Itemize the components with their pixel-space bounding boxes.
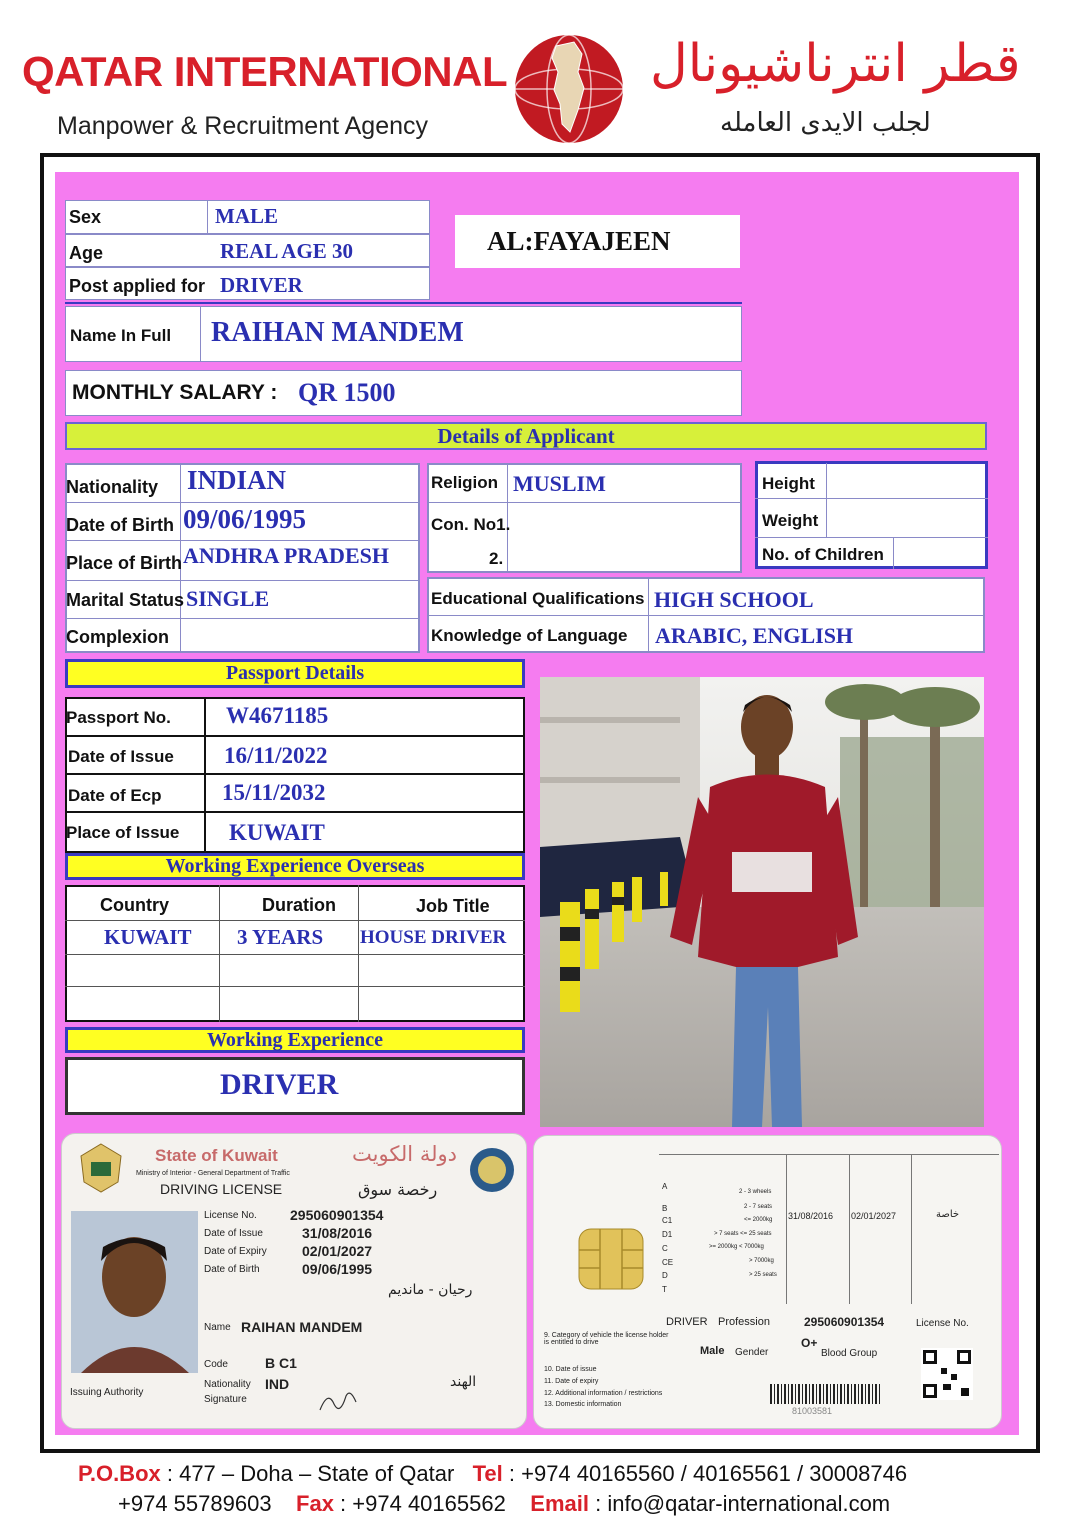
pob-value: ANDHRA PRADESH xyxy=(183,543,389,568)
footer-pobox-value: : 477 – Doha – State of Qatar xyxy=(160,1461,455,1486)
license-signature-icon xyxy=(318,1386,358,1414)
sex-label: Sex xyxy=(69,207,102,227)
back-license-label: License No. xyxy=(916,1318,969,1329)
gender-label: Gender xyxy=(735,1347,769,1358)
language-value: ARABIC, ENGLISH xyxy=(655,623,854,648)
footer-line-2 xyxy=(118,1491,890,1517)
cat-c: C xyxy=(662,1244,668,1253)
marital-label: Marital Status xyxy=(66,590,185,610)
passport-no-label: Passport No. xyxy=(66,708,171,727)
profession-value: DRIVER xyxy=(666,1316,708,1328)
cat-note-c: >= 2000kg < 7000kg xyxy=(709,1244,764,1250)
religion-value: MUSLIM xyxy=(513,471,606,496)
license-name-ar: رحيان - ماندیم xyxy=(388,1282,473,1298)
license-issue-value: 31/08/2016 xyxy=(302,1225,373,1241)
note-9: 9. Category of vehicle the license holder is entitled to drive xyxy=(544,1332,669,1346)
footer-email-value[interactable]: : info@qatar-international.com xyxy=(588,1491,891,1516)
contact-2-label: 2. xyxy=(489,549,504,568)
footer-tel-key: Tel xyxy=(472,1461,503,1486)
license-nat-label: Nationality xyxy=(204,1379,251,1390)
age-value: REAL AGE 30 xyxy=(220,239,354,263)
b-expiry-date: 02/01/2027 xyxy=(851,1211,897,1221)
cat-note-d1: > 7 seats <= 25 seats xyxy=(714,1231,772,1237)
footer-mobile: +974 55789603 xyxy=(118,1491,272,1516)
passport-place-label: Place of Issue xyxy=(66,823,180,842)
footer-line-1 xyxy=(78,1461,907,1487)
license-state-en: State of Kuwait xyxy=(155,1146,278,1165)
cat-t: T xyxy=(662,1285,667,1294)
license-nat-ar: الهند xyxy=(450,1374,477,1390)
footer-fax-value: : +974 40165562 xyxy=(333,1491,506,1516)
note-11: 11. Date of expiry xyxy=(544,1378,599,1385)
experience-value: DRIVER xyxy=(220,1068,339,1101)
passport-issue-value: 16/11/2022 xyxy=(224,743,328,768)
height-label: Height xyxy=(762,474,815,493)
license-authority-label: Issuing Authority xyxy=(70,1387,144,1398)
license-code-label: Code xyxy=(204,1359,228,1370)
age-label: Age xyxy=(69,243,104,263)
company-subtitle-arabic: لجلب الايدى العامله xyxy=(720,108,931,138)
applicant-name: RAIHAN MANDEM xyxy=(211,317,464,348)
education-value: HIGH SCHOOL xyxy=(654,587,814,612)
passport-issue-label: Date of Issue xyxy=(68,747,174,766)
back-license-no: 295060901354 xyxy=(804,1315,885,1329)
name-label: Name In Full xyxy=(70,326,172,345)
cat-d: D xyxy=(662,1271,668,1280)
blood-value: O+ xyxy=(801,1336,818,1350)
nationality-value: INDIAN xyxy=(187,465,287,495)
complexion-label: Complexion xyxy=(66,627,170,647)
cat-ce: CE xyxy=(662,1258,674,1267)
post-value: DRIVER xyxy=(220,273,303,297)
dob-label: Date of Birth xyxy=(66,515,174,535)
passport-expiry-value: 15/11/2032 xyxy=(222,780,326,805)
cat-note-ce: > 7000kg xyxy=(749,1258,774,1264)
footer-email-key: Email xyxy=(530,1491,589,1516)
overseas-title-bar: Working Experience Overseas xyxy=(65,853,525,880)
company-name: QATAR INTERNATIONAL xyxy=(22,48,508,95)
b-type-ar: خاصة xyxy=(936,1209,960,1220)
passport-title-bar: Passport Details xyxy=(65,659,525,688)
overseas-row-country: KUWAIT xyxy=(104,925,192,949)
applicant-photo xyxy=(540,677,984,1127)
company-logo-globe xyxy=(508,32,630,147)
sex-value: MALE xyxy=(215,204,278,228)
blood-label: Blood Group xyxy=(821,1348,878,1359)
cat-b: B xyxy=(662,1204,668,1213)
license-birth-value: 09/06/1995 xyxy=(302,1261,373,1277)
overseas-row-job: HOUSE DRIVER xyxy=(360,927,507,948)
company-subtitle: Manpower & Recruitment Agency xyxy=(57,112,429,140)
cat-d1: D1 xyxy=(662,1230,673,1239)
cat-c1: C1 xyxy=(662,1216,673,1225)
license-birth-label: Date of Birth xyxy=(204,1264,260,1275)
overseas-header-country: Country xyxy=(100,895,169,915)
license-title-ar: رخصة سوق xyxy=(358,1180,438,1199)
cat-note-a: 2 - 3 wheels xyxy=(739,1189,772,1195)
nationality-label: Nationality xyxy=(66,477,159,497)
license-expiry-label: Date of Expiry xyxy=(204,1246,267,1257)
footer-tel-value: : +974 40165560 / 40165561 / 30008746 xyxy=(502,1461,908,1486)
note-10: 10. Date of issue xyxy=(544,1366,597,1373)
license-issue-label: Date of Issue xyxy=(204,1228,263,1239)
contact-label: Con. No1. xyxy=(431,515,511,534)
license-ministry: Ministry of Interior - General Department of Traffic xyxy=(136,1170,290,1177)
footer-fax-key: Fax xyxy=(296,1491,334,1516)
license-code-value: B C1 xyxy=(265,1355,297,1371)
cat-note-b: 2 - 7 seats xyxy=(744,1204,773,1210)
license-signature-label: Signature xyxy=(204,1394,247,1405)
salary-value: QR 1500 xyxy=(298,378,396,407)
barcode-icon xyxy=(770,1384,880,1404)
passport-expiry-label: Date of Ecp xyxy=(68,786,162,805)
license-back-card xyxy=(533,1135,1002,1429)
license-no-value: 295060901354 xyxy=(290,1207,384,1223)
note-12: 12. Additional information / restrictions xyxy=(544,1390,663,1397)
chip-icon xyxy=(578,1228,644,1290)
language-label: Knowledge of Language xyxy=(431,626,628,645)
license-nat-value: IND xyxy=(265,1376,290,1392)
passport-place-value: KUWAIT xyxy=(229,820,325,845)
weight-label: Weight xyxy=(762,511,819,530)
details-title-bar: Details of Applicant xyxy=(65,422,987,450)
religion-label: Religion xyxy=(431,473,499,492)
gcc-emblem-icon xyxy=(468,1146,516,1194)
barcode-number: 81003581 xyxy=(792,1406,833,1416)
cat-note-d: > 25 seats xyxy=(749,1272,777,1278)
passport-no-value: W4671185 xyxy=(226,703,329,728)
license-name-value: RAIHAN MANDEM xyxy=(241,1319,363,1335)
license-state-ar: دولة الكويت xyxy=(352,1142,457,1166)
experience-title-bar: Working Experience xyxy=(65,1027,525,1053)
overseas-header-job: Job Title xyxy=(416,896,490,916)
profession-label: Profession xyxy=(718,1316,770,1328)
license-holder-photo xyxy=(71,1211,198,1373)
license-no-label: License No. xyxy=(204,1210,257,1221)
kuwait-emblem-icon xyxy=(76,1142,126,1194)
dob-value: 09/06/1995 xyxy=(183,504,307,534)
cat-note-c1: <= 2000kg xyxy=(744,1217,773,1223)
category-grid xyxy=(659,1154,999,1304)
license-name-label: Name xyxy=(204,1322,231,1333)
post-label: Post applied for xyxy=(69,276,206,296)
company-name-arabic: قطر انترناشيونال xyxy=(650,34,1021,94)
salary-label: MONTHLY SALARY : xyxy=(72,381,278,404)
gender-value: Male xyxy=(700,1345,725,1357)
license-front-card xyxy=(61,1133,527,1429)
overseas-header-duration: Duration xyxy=(262,895,336,915)
children-label: No. of Children xyxy=(762,545,884,564)
marital-value: SINGLE xyxy=(186,586,270,611)
note-13: 13. Domestic information xyxy=(544,1401,622,1408)
license-expiry-value: 02/01/2027 xyxy=(302,1243,373,1259)
b-issue-date: 31/08/2016 xyxy=(788,1211,834,1221)
pob-label: Place of Birth xyxy=(66,553,183,573)
license-title-en: DRIVING LICENSE xyxy=(160,1181,283,1197)
footer-pobox-key: P.O.Box xyxy=(78,1461,161,1486)
overseas-row-duration: 3 YEARS xyxy=(237,925,324,949)
cat-a: A xyxy=(662,1182,668,1191)
agency-code: AL:FAYAJEEN xyxy=(487,226,671,256)
education-label: Educational Qualifications xyxy=(431,589,645,608)
qr-code-icon xyxy=(921,1348,973,1400)
